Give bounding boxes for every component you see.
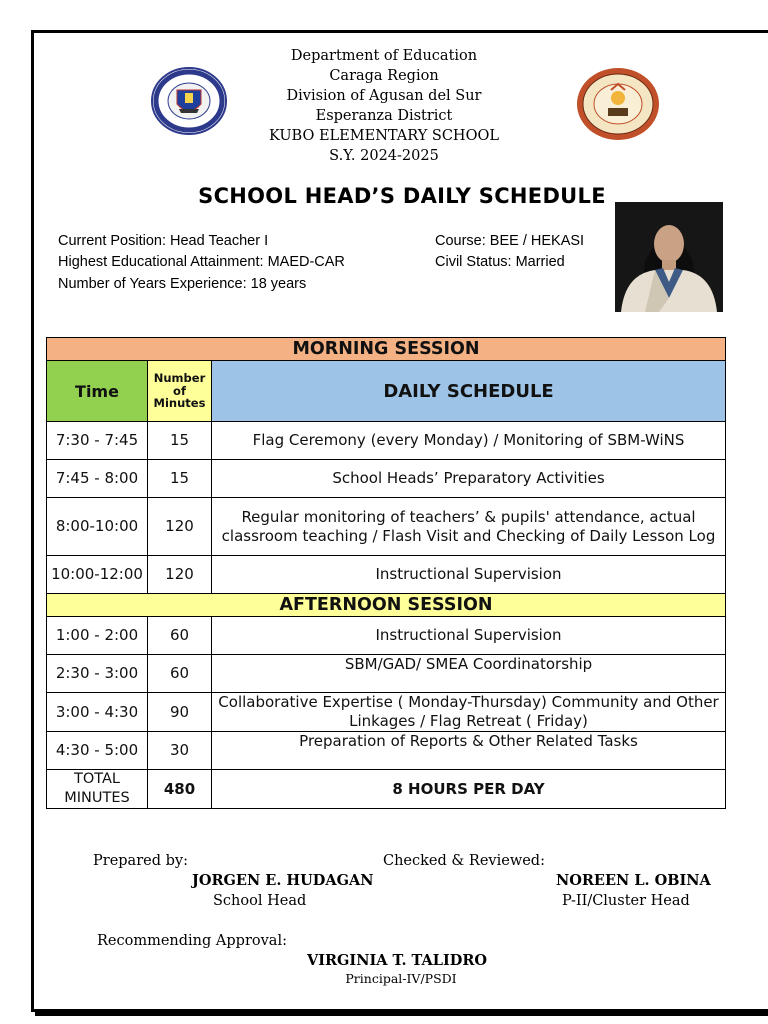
checked-by-title: P-II/Cluster Head (562, 893, 690, 909)
time-cell: 7:45 - 8:00 (47, 460, 148, 498)
table-row (47, 693, 726, 732)
table-row (47, 460, 726, 498)
col-header-daily-schedule: DAILY SCHEDULE (212, 361, 726, 422)
table-row (47, 422, 726, 460)
activity-cell: Flag Ceremony (every Monday) / Monitoring of SBM-WiNS (212, 422, 726, 460)
minutes-cell: 30 (148, 732, 212, 770)
minutes-cell: 90 (148, 693, 212, 732)
total-row (47, 770, 726, 809)
time-cell: 10:00-12:00 (47, 556, 148, 594)
col-header-time: Time (47, 361, 148, 422)
recommending-name: VIRGINIA T. TALIDRO (306, 952, 488, 969)
minutes-cell: 120 (148, 498, 212, 556)
time-cell: 7:30 - 7:45 (47, 422, 148, 460)
morning-session-header: MORNING SESSION (47, 338, 726, 361)
activity-cell: Instructional Supervision (212, 556, 726, 594)
total-minutes-label: TOTAL MINUTES (47, 770, 148, 809)
table-row (47, 556, 726, 594)
header-school: KUBO ELEMENTARY SCHOOL (269, 128, 499, 144)
prepared-by-label: Prepared by: (93, 853, 188, 869)
time-cell: 2:30 - 3:00 (47, 655, 148, 693)
activity-cell: Instructional Supervision (212, 617, 726, 655)
table-row (47, 732, 726, 770)
course: Course: BEE / HEKASI (435, 233, 585, 249)
time-cell: 4:30 - 5:00 (47, 732, 148, 770)
total-minutes-value: 480 (148, 770, 212, 809)
header-school-year: S.Y. 2024-2025 (329, 148, 439, 164)
activity-cell: Regular monitoring of teachers’ & pupils' attendance, actual classroom teaching / Flash Visit and Checking of Daily Lesson Log (212, 498, 726, 556)
table-row (47, 498, 726, 556)
minutes-cell: 15 (148, 460, 212, 498)
schedule-table (46, 337, 726, 809)
time-cell: 3:00 - 4:30 (47, 693, 148, 732)
minutes-cell: 60 (148, 655, 212, 693)
time-cell: 8:00-10:00 (47, 498, 148, 556)
header-district: Esperanza District (315, 108, 453, 124)
header-division: Division of Agusan del Sur (286, 88, 482, 104)
page-title: SCHOOL HEAD’S DAILY SCHEDULE (198, 184, 606, 208)
header-department: Department of Education (290, 48, 478, 64)
activity-cell: Preparation of Reports & Other Related Tasks (212, 732, 726, 770)
activity-cell: SBM/GAD/ SMEA Coordinatorship (212, 655, 726, 693)
minutes-cell: 120 (148, 556, 212, 594)
checked-by-name: NOREEN L. OBINA (556, 872, 711, 889)
minutes-cell: 15 (148, 422, 212, 460)
checked-reviewed-label: Checked & Reviewed: (383, 853, 545, 869)
current-position: Current Position: Head Teacher I (58, 233, 269, 249)
recommending-title: Principal-IV/PSDI (345, 971, 457, 986)
activity-cell: Collaborative Expertise ( Monday-Thursday) Community and Other Linkages / Flag Retreat ( Friday) (212, 693, 726, 732)
activity-cell: School Heads’ Preparatory Activities (212, 460, 726, 498)
table-row (47, 655, 726, 693)
afternoon-session-header: AFTERNOON SESSION (47, 594, 726, 617)
civil-status: Civil Status: Married (435, 254, 565, 270)
time-cell: 1:00 - 2:00 (47, 617, 148, 655)
prepared-by-name: JORGEN E. HUDAGAN (192, 872, 374, 889)
col-header-minutes: Number of Minutes (148, 361, 212, 422)
prepared-by-title: School Head (213, 893, 307, 909)
recommending-approval-label: Recommending Approval: (97, 933, 287, 949)
highest-attainment: Highest Educational Attainment: MAED-CAR (58, 254, 345, 270)
table-row (47, 617, 726, 655)
school-head-photo (615, 202, 723, 312)
years-experience: Number of Years Experience: 18 years (58, 276, 307, 292)
header-region: Caraga Region (329, 68, 439, 84)
total-hours: 8 HOURS PER DAY (212, 770, 726, 809)
minutes-cell: 60 (148, 617, 212, 655)
